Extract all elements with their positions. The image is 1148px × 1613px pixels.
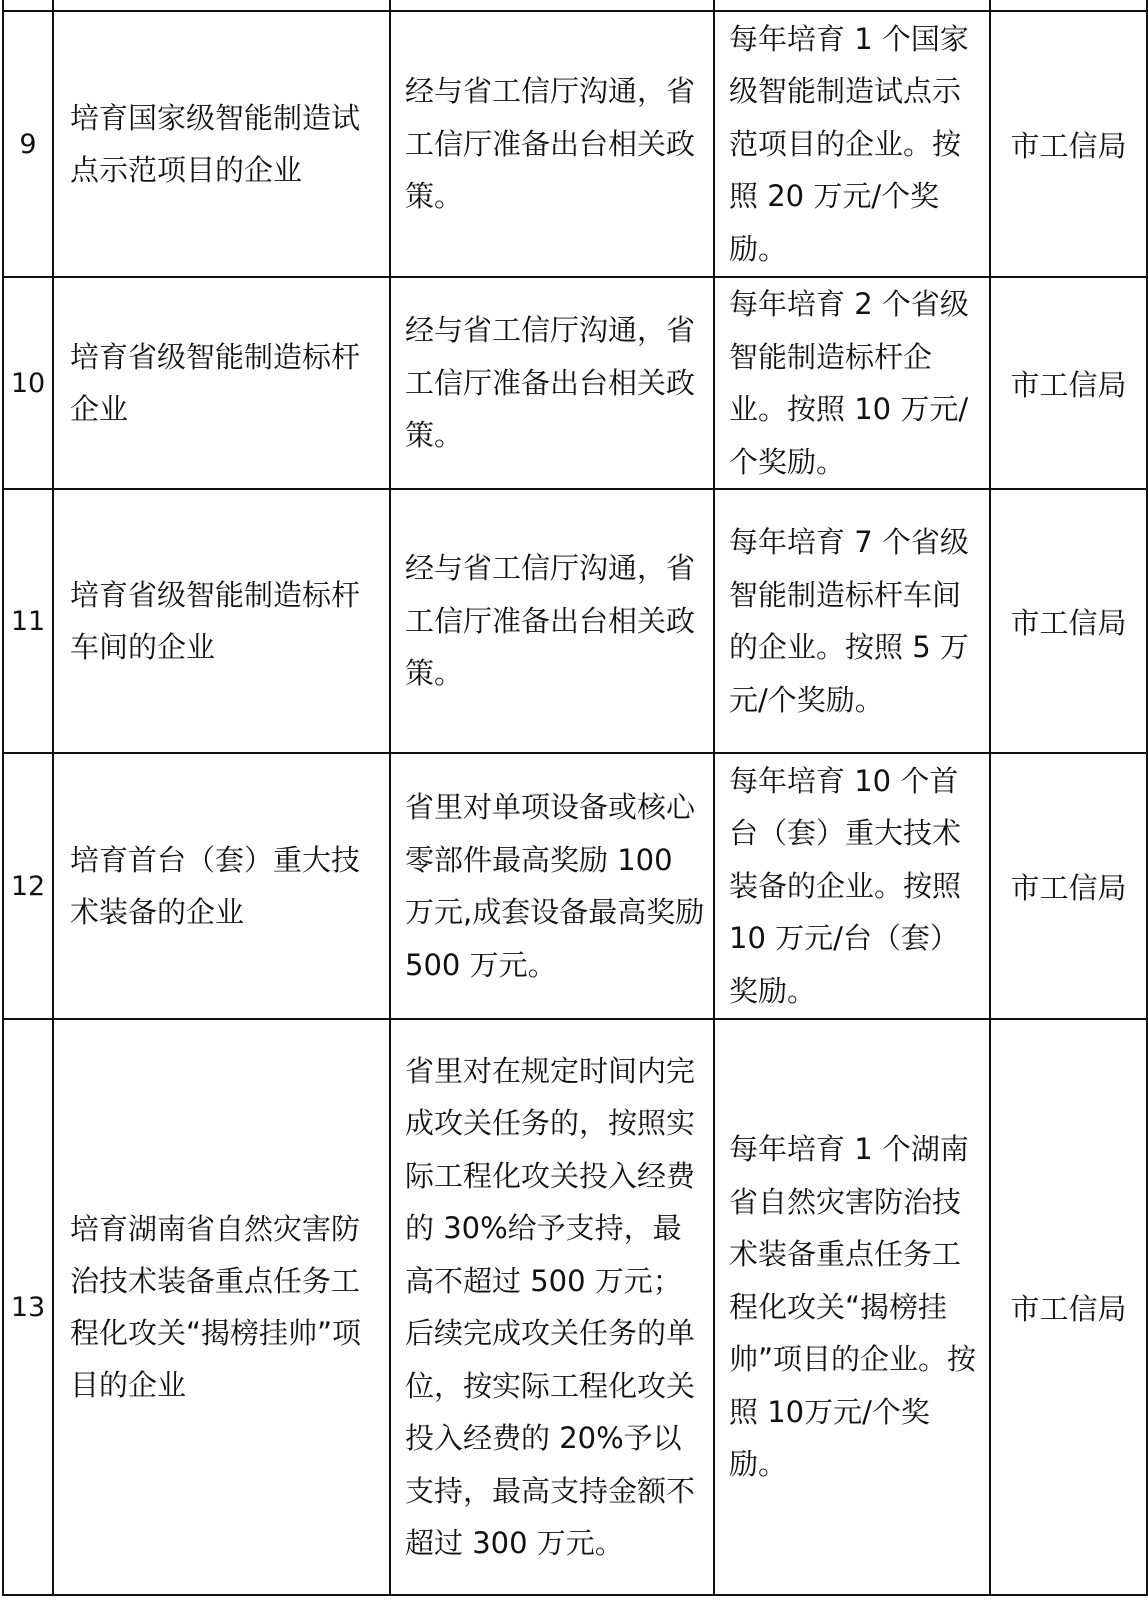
policy-text: 省里对单项设备或核心零部件最高奖励 100 万元,成套设备最高奖励 500 万元。 — [405, 790, 705, 982]
row-number: 10 — [3, 277, 53, 489]
policy-text: 经与省工信厅沟通，省工信厅准备出台相关政策。 — [405, 313, 696, 453]
stub-cell — [3, 0, 53, 11]
department-cell: 市工信局 — [990, 489, 1147, 753]
department-cell: 市工信局 — [990, 753, 1147, 1019]
target-text: 每年培育 1 个国家级智能制造试点示范项目的企业。按照 20 万元/个奖励。 — [729, 21, 969, 266]
target-text: 每年培育 7 个省级智能制造标杆车间的企业。按照 5 万元/个奖励。 — [729, 525, 969, 717]
stub-cell — [990, 0, 1147, 11]
department-cell: 市工信局 — [990, 277, 1147, 489]
department-cell: 市工信局 — [990, 11, 1147, 277]
item-cell — [53, 753, 390, 1019]
policy-cell — [390, 277, 714, 489]
table-row — [3, 11, 1147, 277]
item-text: 培育省级智能制造标杆企业 — [70, 340, 361, 426]
item-text: 培育首台（套）重大技术装备的企业 — [70, 843, 361, 929]
table-row — [3, 1019, 1147, 1595]
target-text: 每年培育 2 个省级智能制造标杆企业。按照 10 万元/个奖励。 — [729, 287, 969, 479]
row-number: 9 — [3, 11, 53, 277]
row-number: 12 — [3, 753, 53, 1019]
item-text: 培育湖南省自然灾害防治技术装备重点任务工程化攻关“揭榜挂帅”项目的企业 — [70, 1212, 362, 1402]
target-cell — [714, 11, 990, 277]
target-text: 每年培育 10 个首台（套）重大技术装备的企业。按照 10 万元/台（套）奖励。 — [729, 763, 962, 1008]
item-cell — [53, 277, 390, 489]
table-row — [3, 489, 1147, 753]
table-row — [3, 753, 1147, 1019]
item-cell — [53, 11, 390, 277]
policy-cell — [390, 753, 714, 1019]
row-number: 13 — [3, 1019, 53, 1595]
policy-cell — [390, 11, 714, 277]
target-cell — [714, 753, 990, 1019]
stub-cell — [53, 0, 390, 11]
row-number: 11 — [3, 489, 53, 753]
table-row-stub — [3, 0, 1147, 11]
item-cell — [53, 1019, 390, 1595]
item-text: 培育国家级智能制造试点示范项目的企业 — [70, 101, 361, 187]
policy-text: 省里对在规定时间内完成攻关任务的，按照实际工程化攻关投入经费的 30%给予支持，最高不超过 500 万元；后续完成攻关任务的单位，按实际工程化攻关投入经费的 20%予以支持，最高支持金额不超过 300 万元。 — [405, 1053, 696, 1560]
item-cell — [53, 489, 390, 753]
policy-text: 经与省工信厅沟通，省工信厅准备出台相关政策。 — [405, 74, 696, 214]
policy-table — [2, 0, 1148, 1596]
target-cell — [714, 277, 990, 489]
policy-cell — [390, 489, 714, 753]
target-cell — [714, 489, 990, 753]
policy-text: 经与省工信厅沟通，省工信厅准备出台相关政策。 — [405, 551, 696, 691]
table-row — [3, 277, 1147, 489]
target-text: 每年培育 1 个湖南省自然灾害防治技术装备重点任务工程化攻关“揭榜挂帅”项目的企业。按照 10万元/个奖励。 — [729, 1132, 977, 1482]
item-text: 培育省级智能制造标杆车间的企业 — [70, 578, 361, 664]
target-cell — [714, 1019, 990, 1595]
stub-cell — [390, 0, 714, 11]
policy-cell — [390, 1019, 714, 1595]
department-cell: 市工信局 — [990, 1019, 1147, 1595]
stub-cell — [714, 0, 990, 11]
